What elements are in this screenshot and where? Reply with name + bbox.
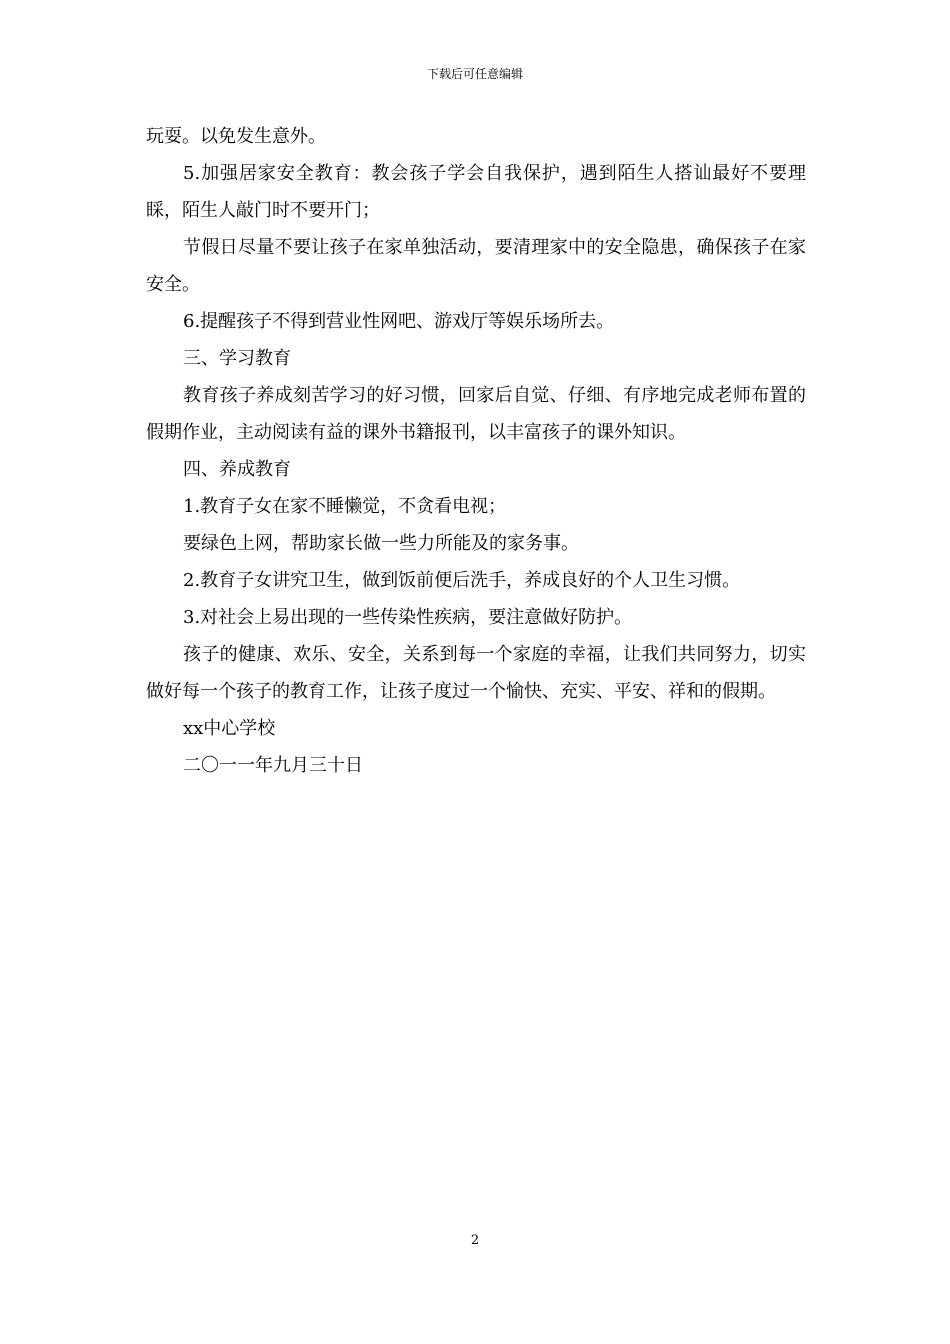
document-body [146, 118, 806, 784]
page-header: 下载后可任意编辑 [426, 67, 523, 81]
paragraph-study-habits: 教育孩子养成刻苦学习的好习惯，回家后自觉、仔细、有序地完成老师布置的假期作业，主动阅读有益的课外书籍报刊，以丰富孩子的课外知识。 [146, 385, 806, 443]
paragraph-habit-1-cont: 要绿色上网，帮助家长做一些力所能及的家务事。 [183, 533, 579, 554]
paragraph-holiday-safety: 节假日尽量不要让孩子在家单独活动，要清理家中的安全隐患，确保孩子在家安全。 [146, 237, 806, 295]
paragraph-habit-1: 1.教育子女在家不睡懒觉，不贪看电视； [183, 496, 507, 517]
paragraph-home-safety: 5.加强居家安全教育：教会孩子学会自我保护，遇到陌生人搭讪最好不要理睬，陌生人敲门时不要开门； [146, 163, 806, 221]
paragraph-continuation: 玩耍。以免发生意外。 [146, 126, 326, 147]
paragraph-habit-3: 3.对社会上易出现的一些传染性疾病，要注意做好防护。 [183, 607, 633, 628]
paragraph-internet-cafe: 6.提醒孩子不得到营业性网吧、游戏厅等娱乐场所去。 [183, 311, 615, 332]
signature-date: 二〇一一年九月三十日 [183, 755, 363, 776]
paragraph-habit-2: 2.教育子女讲究卫生，做到饭前便后洗手，养成良好的个人卫生习惯。 [183, 570, 741, 591]
paragraph-closing: 孩子的健康、欢乐、安全，关系到每一个家庭的幸福，让我们共同努力，切实做好每一个孩子的教育工作，让孩子度过一个愉快、充实、平安、祥和的假期。 [146, 644, 806, 702]
section-heading-habits: 四、养成教育 [183, 459, 291, 480]
page-number: 2 [470, 1233, 480, 1248]
signature-school: xx中心学校 [183, 718, 276, 739]
section-heading-study: 三、学习教育 [183, 348, 291, 369]
